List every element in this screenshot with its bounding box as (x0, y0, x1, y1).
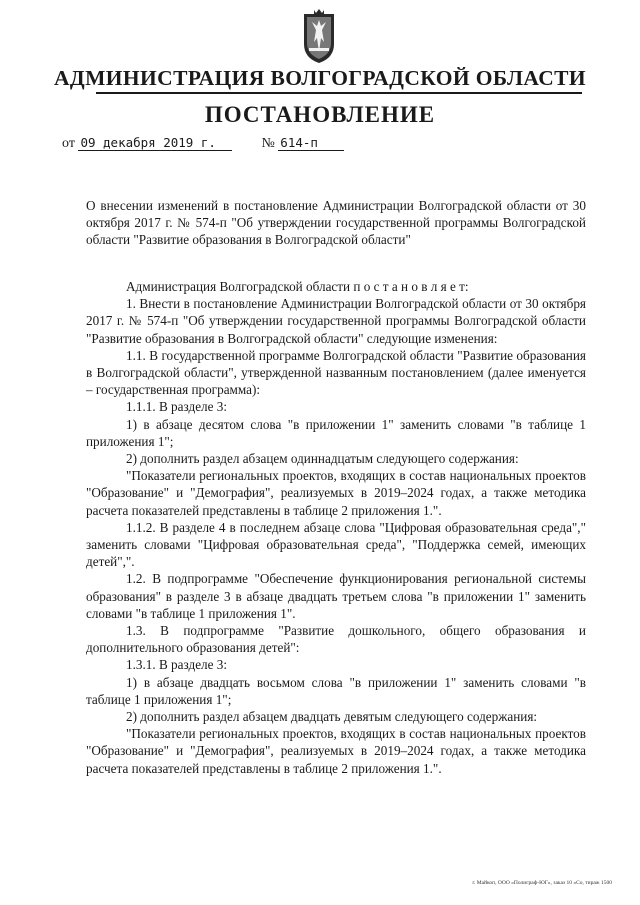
body-paragraph: "Показатели региональных проектов, входящих в состав национальных проектов "Образование" и "Демография", реализуемых в 2019–2024 годах, а также методика расчета показателей представлены в таблице 2 приложения 1.". (86, 726, 586, 776)
number-label: № (261, 136, 275, 151)
body-paragraph: 2) дополнить раздел абзацем одиннадцатым следующего содержания: (126, 451, 519, 467)
body-paragraph: 1) в абзаце двадцать восьмом слова "в приложении 1" заменить словами "в таблице 1 приложения 1"; (86, 674, 586, 707)
date-prefix-label: от (62, 136, 75, 151)
document-number: 614-п (278, 135, 344, 151)
body-paragraph: 1.1. В государственной программе Волгоградской области "Развитие образования в Волгоградской области", утвержденной названным постановлением (далее именуется – государственная программа): (86, 347, 586, 398)
body-paragraph: 1) в абзаце десятом слова "в приложении 1" заменить словами "в таблице 1 приложения 1"; (86, 416, 586, 449)
header-divider (96, 92, 582, 94)
body-paragraph: 1.3. В подпрограмме "Развитие дошкольного, общего образования и дополнительного образования детей": (86, 623, 586, 656)
body-paragraph: 1.3.1. В разделе 3: (126, 657, 228, 673)
document-subject: О внесении изменений в постановление Администрации Волгоградской области от 30 октября 2017 г. № 574-п "Об утверждении государственной программы Волгоградской области "Развитие образования в Волгоградской области" (86, 198, 586, 247)
date-number-line (62, 135, 344, 152)
body-paragraph: 1. Внести в постановление Администрации Волгоградской области от 30 октября 2017 г. № 574-п "Об утверждении государственной программы Волгоградской области "Развитие образования в Волгоградской области" следующие изменения: (86, 296, 586, 346)
body-paragraph: "Показатели региональных проектов, входящих в состав национальных проектов "Образование" и "Демография", реализуемых в 2019–2024 годах, а также методика расчета показателей представлены в таблице 2 приложения 1.". (86, 468, 586, 518)
document-type-title: ПОСТАНОВЛЕНИЕ (204, 102, 436, 127)
coat-of-arms-emblem (302, 8, 336, 64)
document-body (86, 278, 586, 777)
body-paragraph: 1.1.2. В разделе 4 в последнем абзаце слова "Цифровая образовательная среда"," заменить словами "Цифровая образовательная среда", "Поддержка семей, имеющих детей",". (86, 519, 586, 570)
body-paragraph: 2) дополнить раздел абзацем двадцать девятым следующего содержания: (126, 709, 538, 725)
document-date: 09 декабря 2019 г. (78, 135, 232, 151)
printer-imprint: г. Майкоп, ООО «Полиграф-ЮГ», заказ 10 «Со, тираж 1500 (472, 880, 612, 886)
organization-title: АДМИНИСТРАЦИЯ ВОЛГОГРАДСКОЙ ОБЛАСТИ (53, 66, 587, 90)
body-paragraph: 1.2. В подпрограмме "Обеспечение функционирования региональной системы образования" в разделе 3 в абзаце двадцать третьем слова "в приложении 1" заменить словами "в таблице 1 приложения 1". (86, 571, 586, 621)
body-paragraph: 1.1.1. В разделе 3: (126, 399, 228, 415)
body-paragraph: Администрация Волгоградской области п о с т а н о в л я е т: (126, 279, 469, 294)
